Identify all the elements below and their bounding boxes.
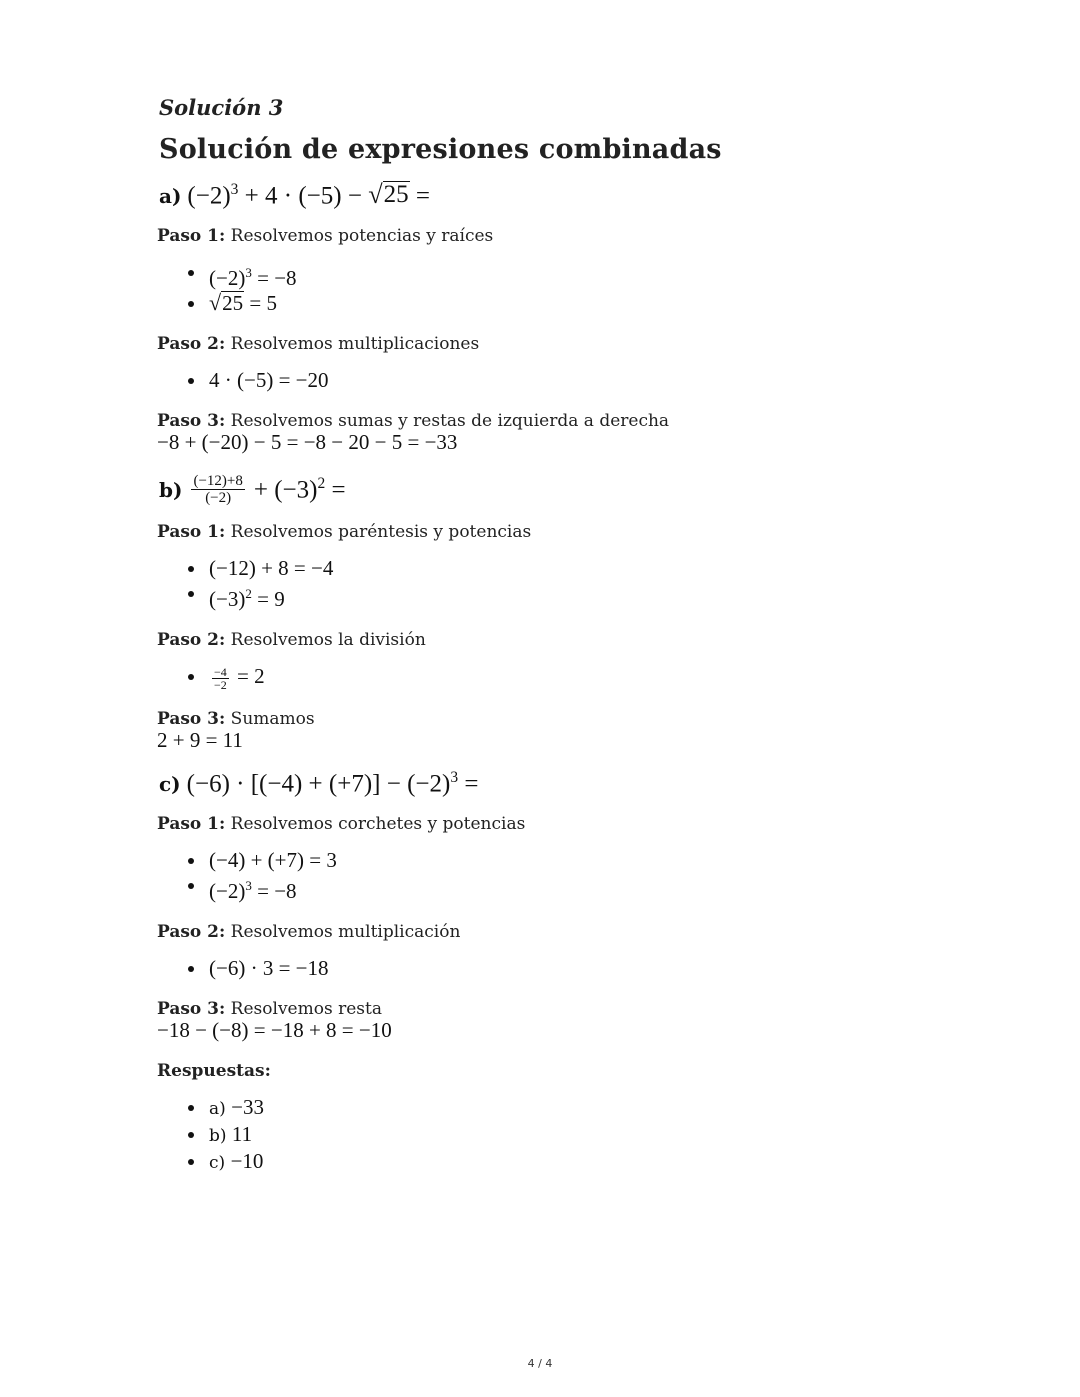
expr-a-pre: (−2) bbox=[187, 182, 231, 210]
problem-c-step-2-list bbox=[157, 956, 937, 981]
problem-b-expression: b) $\frac{(-12)+8}{(-2)}$ + $(-3)^2$ = bbox=[159, 473, 346, 507]
sqrt-symbol: √ 25 bbox=[209, 290, 244, 316]
page-number: 4 / 4 bbox=[527, 1357, 553, 1370]
answers-list bbox=[157, 1095, 937, 1176]
solution-label: Solución 3 bbox=[159, 95, 284, 120]
list-item: (−4) + (+7) = 3 bbox=[157, 848, 937, 873]
problem-b-step-1-list bbox=[157, 556, 937, 612]
fraction: $\frac{(-12)+8}{(-2)}$ bbox=[193, 473, 243, 507]
fraction: $\frac{-4}{-2}$ bbox=[214, 665, 227, 693]
answers-title: Respuestas: bbox=[157, 1061, 271, 1082]
expr-a-mid: + 4 · (−5) − bbox=[238, 182, 369, 210]
problem-a-letter: a) bbox=[159, 183, 182, 208]
problem-c-expression: c) $(-6) \cdot [(-4) + (+7)] - (-2)^3$ = bbox=[159, 769, 479, 798]
problem-c-step-2: Paso 2: Resolvemos multiplicación bbox=[157, 922, 461, 943]
list-item: $(-3)^2 = 9$ bbox=[157, 581, 937, 612]
problem-a-step-2: Paso 2: Resolvemos multiplicaciones bbox=[157, 334, 480, 355]
problem-a-step-3: Paso 3: Resolvemos sumas y restas de izquierda a derecha bbox=[157, 411, 670, 432]
problem-c-step-3-math: −18 − (−8) = −18 + 8 = −10 bbox=[157, 1018, 392, 1043]
list-item: (−6) · 3 = −18 bbox=[157, 956, 937, 981]
list-item: $\frac{-4}{-2}$ = 2 bbox=[157, 664, 937, 691]
document-page bbox=[157, 95, 937, 1176]
list-item: $(-2)^3 = -8$ bbox=[157, 260, 937, 291]
problem-b-step-2-list bbox=[157, 664, 937, 691]
page-title: Solución de expresiones combinadas bbox=[159, 134, 722, 165]
expr-a-post: = bbox=[409, 182, 430, 210]
problem-a-expression bbox=[159, 181, 937, 210]
list-item: 4 · (−5) = −20 bbox=[157, 368, 937, 393]
sqrt-symbol: √ 25 bbox=[368, 180, 409, 210]
problem-b-letter: b) bbox=[159, 477, 183, 502]
list-item: √ 25 = 5 bbox=[157, 291, 937, 316]
problem-a-step-2-list bbox=[157, 368, 937, 393]
expr-a-radicand: 25 bbox=[383, 181, 409, 209]
answer-item: a) −33 bbox=[157, 1095, 937, 1122]
list-item: $(-2)^3 = -8$ bbox=[157, 873, 937, 904]
answer-item: c) −10 bbox=[157, 1149, 937, 1176]
problem-c-step-1-list bbox=[157, 848, 937, 904]
answer-item: b) 11 bbox=[157, 1122, 937, 1149]
problem-a-step-1-list bbox=[157, 260, 937, 316]
problem-a-step-3-math: −8 + (−20) − 5 = −8 − 20 − 5 = −33 bbox=[157, 430, 458, 455]
problem-c-step-1: Paso 1: Resolvemos corchetes y potencias bbox=[157, 814, 526, 835]
problem-b-step-2: Paso 2: Resolvemos la división bbox=[157, 630, 426, 651]
problem-c-letter: c) bbox=[159, 771, 181, 796]
problem-c-step-3: Paso 3: Resolvemos resta bbox=[157, 999, 382, 1020]
list-item: (−12) + 8 = −4 bbox=[157, 556, 937, 581]
problem-b-step-1: Paso 1: Resolvemos paréntesis y potencias bbox=[157, 522, 532, 543]
problem-b-step-3-math: 2 + 9 = 11 bbox=[157, 728, 243, 753]
problem-b-step-3: Paso 3: Sumamos bbox=[157, 709, 315, 730]
expr-a-exponent: 3 bbox=[230, 181, 239, 198]
problem-a-step-1: Paso 1: Resolvemos potencias y raíces bbox=[157, 226, 494, 247]
